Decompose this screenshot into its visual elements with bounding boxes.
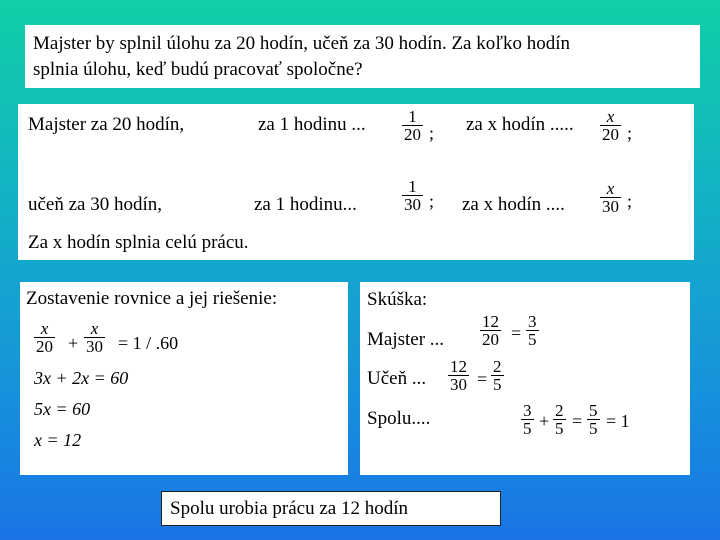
check-sum-fraction-1: $\frac{3}{5}$: [523, 401, 532, 438]
equation-fraction-2: $\frac{x}{30}$: [86, 319, 103, 356]
check-apprentice-fraction: $\frac{12}{30}$: [450, 357, 467, 394]
answer-text: Spolu urobia prácu za 12 hodín: [170, 498, 408, 519]
task-line-2: splnia úlohu, keď budú pracovať spoločne?: [33, 59, 363, 80]
check-sum-fraction-2: $\frac{2}{5}$: [555, 401, 564, 438]
equation-heading: Zostavenie rovnice a jej riešenie:: [26, 288, 278, 309]
apprentice-rate-fraction: $\frac{1}{30}$: [404, 177, 421, 214]
master-hour: za 1 hodinu ...: [258, 114, 366, 135]
equation-step-3: x = 12: [34, 430, 82, 450]
equation-step-1: 3x + 2x = 60: [34, 368, 129, 388]
check-master-result: $\frac{3}{5}$: [528, 312, 537, 349]
separator: ;: [429, 123, 435, 143]
apprentice-x-fraction: $\frac{x}{30}$: [602, 179, 619, 216]
check-heading: Skúška:: [367, 289, 428, 310]
apprentice-hour: za 1 hodinu...: [254, 194, 357, 215]
equals-sign: =: [477, 369, 488, 389]
check-result: = 1: [606, 411, 630, 431]
equals-sign: =: [511, 323, 522, 343]
analysis-box: [18, 104, 694, 260]
plus-sign: +: [68, 333, 79, 353]
separator: ;: [429, 191, 435, 211]
master-x-fraction: $\frac{x}{20}$: [602, 107, 619, 144]
master-x: za x hodín .....: [466, 114, 574, 135]
check-apprentice-result: $\frac{2}{5}$: [493, 357, 502, 394]
equation-rhs: = 1 / .60: [118, 333, 179, 353]
plus-sign: +: [539, 411, 550, 431]
master-label: Majster za 20 hodín,: [28, 114, 185, 135]
conclusion-text: Za x hodín splnia celú prácu.: [28, 232, 249, 253]
apprentice-label: učeň za 30 hodín,: [28, 194, 163, 215]
answer-box: [161, 491, 501, 526]
check-apprentice-label: Učeň ...: [367, 368, 427, 389]
separator: ;: [627, 191, 633, 211]
check-box: [360, 282, 690, 475]
check-sum-fraction-3: $\frac{5}{5}$: [589, 401, 598, 438]
equals-sign: =: [572, 411, 583, 431]
equation-step-2: 5x = 60: [34, 399, 91, 419]
task-line-1: Majster by splnil úlohu za 20 hodín, učeň za 30 hodín. Za koľko hodín: [33, 33, 570, 54]
check-total-label: Spolu....: [367, 408, 431, 429]
equation-box: [20, 282, 348, 475]
check-master-fraction: $\frac{12}{20}$: [482, 312, 499, 349]
check-master-label: Majster ...: [367, 329, 445, 350]
equation-fraction-1: $\frac{x}{20}$: [36, 319, 53, 356]
separator: ;: [627, 123, 633, 143]
master-rate-fraction: $\frac{1}{20}$: [404, 107, 421, 144]
task-box: [25, 25, 700, 88]
apprentice-x: za x hodín ....: [462, 194, 565, 215]
